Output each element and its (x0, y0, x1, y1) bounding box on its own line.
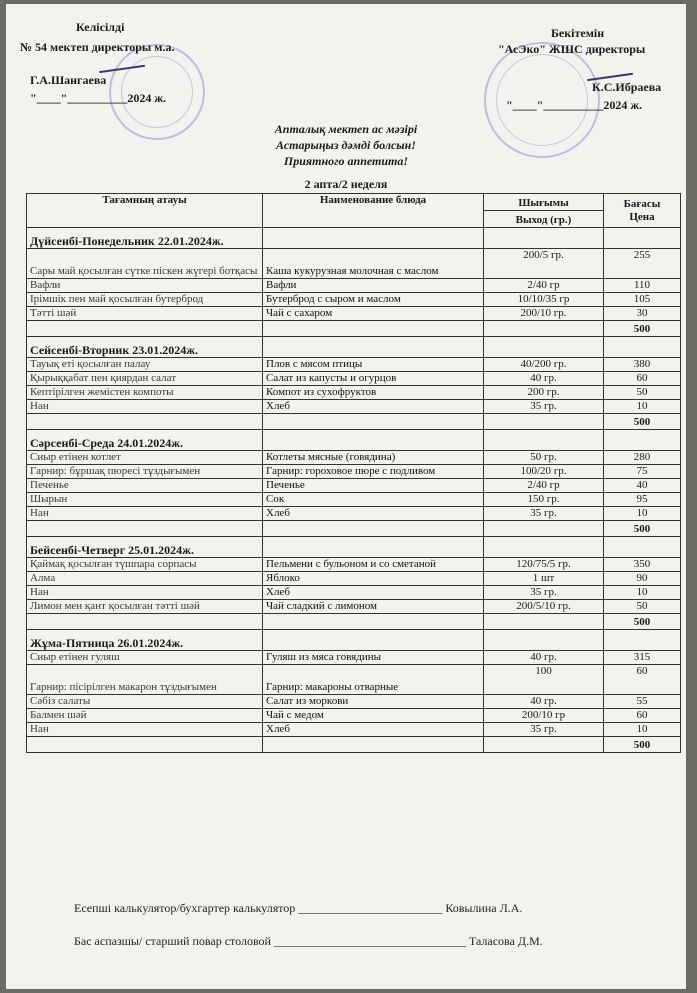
empty-cell (604, 430, 681, 451)
approval-left-name: Г.А.Шангаева (30, 73, 107, 87)
dish-name-kz: Алма (27, 572, 263, 586)
dish-output: 2/40 гр (484, 279, 604, 293)
dish-output: 150 гр. (484, 493, 604, 507)
dish-name-ru: Котлеты мясные (говядина) (263, 451, 484, 465)
empty-cell (27, 521, 263, 537)
menu-item-row (27, 651, 681, 665)
dish-price: 380 (604, 358, 681, 372)
accountant-sign-blank: ________________________ (298, 901, 443, 915)
empty-cell (484, 537, 604, 558)
dish-output: 35 гр. (484, 723, 604, 737)
menu-item-row (27, 451, 681, 465)
day-title: Жұма-Пятница 26.01.2024ж. (27, 630, 263, 651)
dish-name-ru: Гарнир: макароны отварные (263, 665, 484, 695)
day-total-row (27, 737, 681, 753)
cook-name: Таласова Д.М. (468, 934, 543, 948)
dish-price: 10 (604, 586, 681, 600)
column-header-price-ru: Цена (629, 210, 655, 223)
approval-right-name: К.С.Ибраева (592, 80, 662, 94)
day-total-row (27, 614, 681, 630)
empty-cell (27, 614, 263, 630)
menu-item-row (27, 249, 681, 279)
dish-price: 55 (604, 695, 681, 709)
menu-item-row (27, 507, 681, 521)
menu-item-row (27, 386, 681, 400)
dish-name-ru: Хлеб (263, 507, 484, 521)
dish-name-kz: Нан (27, 507, 263, 521)
dish-output: 35 гр. (484, 586, 604, 600)
dish-output: 200 гр. (484, 386, 604, 400)
dish-output: 40/200 гр. (484, 358, 604, 372)
day-total-row (27, 321, 681, 337)
dish-name-ru: Хлеб (263, 723, 484, 737)
dish-name-ru: Хлеб (263, 586, 484, 600)
day-title: Бейсенбі-Четверг 25.01.2024ж. (27, 537, 263, 558)
dish-name-ru: Яблоко (263, 572, 484, 586)
dish-name-kz: Сары май қосылған сүтке піскен жүгері ботқасы (27, 249, 263, 279)
dish-price: 350 (604, 558, 681, 572)
dish-price: 30 (604, 307, 681, 321)
empty-cell (484, 228, 604, 249)
dish-output: 120/75/5 гр. (484, 558, 604, 572)
accountant-label: Есепші калькулятор/бухгартер калькулятор (74, 901, 296, 915)
dish-output: 35 гр. (484, 400, 604, 414)
dish-name-kz: Қаймақ қосылған түшпара сорпасы (27, 558, 263, 572)
dish-price: 40 (604, 479, 681, 493)
dish-name-ru: Чай сладкий с лимоном (263, 600, 484, 614)
dish-price: 75 (604, 465, 681, 479)
dish-output: 200/5/10 гр. (484, 600, 604, 614)
menu-item-row (27, 307, 681, 321)
dish-price: 60 (604, 665, 681, 695)
menu-item-row (27, 723, 681, 737)
menu-item-row (27, 293, 681, 307)
dish-name-kz: Сиыр етінен котлет (27, 451, 263, 465)
menu-item-row (27, 600, 681, 614)
approval-left-label: Келісілді (76, 20, 125, 34)
dish-name-kz: Тәтті шәй (27, 307, 263, 321)
empty-cell (484, 737, 604, 753)
dish-output: 200/10 гр (484, 709, 604, 723)
column-header-name-kz: Тағамның атауы (27, 194, 263, 228)
empty-cell (263, 430, 484, 451)
dish-output: 50 гр. (484, 451, 604, 465)
dish-output: 40 гр. (484, 651, 604, 665)
dish-output: 35 гр. (484, 507, 604, 521)
menu-item-row (27, 400, 681, 414)
day-total: 500 (604, 414, 681, 430)
dish-name-ru: Бутерброд с сыром и маслом (263, 293, 484, 307)
dish-output: 200/5 гр. (484, 249, 604, 279)
dish-price: 280 (604, 451, 681, 465)
dish-name-kz: Лимон мен қант қосылған тәтті шәй (27, 600, 263, 614)
dish-name-kz: Нан (27, 586, 263, 600)
approval-left-position: № 54 мектеп директоры м.а. (20, 40, 175, 54)
dish-name-kz: Гарнир: бұршақ пюресі тұздығымен (27, 465, 263, 479)
dish-price: 95 (604, 493, 681, 507)
empty-cell (263, 614, 484, 630)
dish-price: 10 (604, 507, 681, 521)
day-header-row (27, 430, 681, 451)
approval-right-position: "АсЭко" ЖШС директоры (498, 42, 646, 56)
day-title: Сәрсенбі-Среда 24.01.2024ж. (27, 430, 263, 451)
dish-name-kz: Нан (27, 400, 263, 414)
empty-cell (484, 414, 604, 430)
empty-cell (27, 737, 263, 753)
dish-output: 1 шт (484, 572, 604, 586)
dish-name-kz: Вафли (27, 279, 263, 293)
column-header-price-kz: Бағасы (623, 197, 661, 210)
empty-cell (484, 321, 604, 337)
menu-table (26, 193, 681, 753)
day-total: 500 (604, 521, 681, 537)
dish-name-ru: Сок (263, 493, 484, 507)
dish-name-kz: Печенье (27, 479, 263, 493)
menu-item-row (27, 279, 681, 293)
dish-output: 200/10 гр. (484, 307, 604, 321)
menu-item-row (27, 358, 681, 372)
dish-name-ru: Чай с медом (263, 709, 484, 723)
empty-cell (263, 321, 484, 337)
empty-cell (263, 737, 484, 753)
empty-cell (263, 228, 484, 249)
day-title: Дүйсенбі-Понедельник 22.01.2024ж. (27, 228, 263, 249)
empty-cell (263, 630, 484, 651)
menu-item-row (27, 372, 681, 386)
empty-cell (484, 430, 604, 451)
dish-name-kz: Сәбіз салаты (27, 695, 263, 709)
menu-title-line-1: Апталық мектеп ас мәзірі (274, 122, 418, 136)
menu-sheet (6, 4, 686, 989)
empty-cell (263, 337, 484, 358)
dish-output: 10/10/35 гр (484, 293, 604, 307)
menu-item-row (27, 479, 681, 493)
dish-price: 255 (604, 249, 681, 279)
column-header-output-ru: Выход (гр.) (484, 211, 604, 228)
day-title: Сейсенбі-Вторник 23.01.2024ж. (27, 337, 263, 358)
empty-cell (484, 614, 604, 630)
dish-name-kz: Балмен шәй (27, 709, 263, 723)
dish-price: 60 (604, 709, 681, 723)
dish-price: 60 (604, 372, 681, 386)
empty-cell (263, 537, 484, 558)
day-total-row (27, 414, 681, 430)
dish-output: 100/20 гр. (484, 465, 604, 479)
day-header-row (27, 537, 681, 558)
dish-name-ru: Печенье (263, 479, 484, 493)
dish-name-ru: Хлеб (263, 400, 484, 414)
signature-right-icon (585, 57, 633, 81)
menu-item-row (27, 465, 681, 479)
day-total: 500 (604, 614, 681, 630)
empty-cell (484, 521, 604, 537)
menu-item-row (27, 493, 681, 507)
dish-price: 105 (604, 293, 681, 307)
empty-cell (27, 321, 263, 337)
approval-right-date: "____"__________2024 ж. (506, 98, 643, 112)
dish-price: 50 (604, 600, 681, 614)
day-total: 500 (604, 321, 681, 337)
dish-name-ru: Салат из моркови (263, 695, 484, 709)
menu-item-row (27, 558, 681, 572)
day-header-row (27, 630, 681, 651)
dish-name-ru: Плов с мясом птицы (263, 358, 484, 372)
dish-name-ru: Компот из сухофруктов (263, 386, 484, 400)
accountant-signature-line (74, 901, 522, 916)
dish-output: 40 гр. (484, 372, 604, 386)
dish-price: 10 (604, 400, 681, 414)
dish-name-ru: Чай с сахаром (263, 307, 484, 321)
menu-item-row (27, 665, 681, 695)
menu-item-row (27, 572, 681, 586)
empty-cell (604, 337, 681, 358)
dish-name-ru: Салат из капусты и огурцов (263, 372, 484, 386)
column-header-name-ru: Наименование блюда (263, 194, 484, 228)
approval-right-label: Бекітемін (551, 26, 605, 40)
cook-label: Бас аспазшы/ старший повар столовой (74, 934, 271, 948)
dish-output: 100 (484, 665, 604, 695)
approval-left-date: "____"__________2024 ж. (30, 91, 167, 105)
empty-cell (484, 630, 604, 651)
column-header-output-kz: Шығымы (484, 194, 604, 211)
dish-price: 50 (604, 386, 681, 400)
menu-item-row (27, 709, 681, 723)
accountant-name: Ковылина Л.А. (445, 901, 523, 915)
menu-item-row (27, 695, 681, 709)
week-label: 2 апта/2 неделя (304, 177, 388, 191)
dish-price: 90 (604, 572, 681, 586)
day-total: 500 (604, 737, 681, 753)
dish-name-kz: Кептірілген жемістен компоты (27, 386, 263, 400)
cook-signature-line (74, 934, 543, 949)
cook-sign-blank: ________________________________ (273, 934, 466, 948)
dish-price: 315 (604, 651, 681, 665)
menu-item-row (27, 586, 681, 600)
empty-cell (263, 414, 484, 430)
menu-title-line-3: Приятного аппетита! (283, 154, 409, 168)
dish-output: 2/40 гр (484, 479, 604, 493)
dish-name-kz: Қырыққабат пен қиярдан салат (27, 372, 263, 386)
day-header-row (27, 228, 681, 249)
dish-name-kz: Сиыр етінен гуляш (27, 651, 263, 665)
dish-name-ru: Вафли (263, 279, 484, 293)
empty-cell (604, 228, 681, 249)
empty-cell (263, 521, 484, 537)
menu-title-line-2: Астарыңыз дәмді болсын! (276, 138, 416, 152)
menu-table-body (27, 228, 681, 753)
dish-price: 10 (604, 723, 681, 737)
dish-name-kz: Шырын (27, 493, 263, 507)
dish-name-ru: Пельмени с бульоном и со сметаной (263, 558, 484, 572)
dish-output: 40 гр. (484, 695, 604, 709)
dish-name-kz: Ірімшік пен май қосылған бутерброд (27, 293, 263, 307)
dish-name-kz: Гарнир: пісірілген макарон тұздығымен (27, 665, 263, 695)
day-total-row (27, 521, 681, 537)
empty-cell (604, 537, 681, 558)
empty-cell (604, 630, 681, 651)
day-header-row (27, 337, 681, 358)
empty-cell (484, 337, 604, 358)
dish-name-ru: Гарнир: гороховое пюре с подливом (263, 465, 484, 479)
column-header-price (604, 194, 681, 228)
dish-price: 110 (604, 279, 681, 293)
dish-name-ru: Гуляш из мяса говядины (263, 651, 484, 665)
dish-name-ru: Каша кукурузная молочная с маслом (263, 249, 484, 279)
dish-name-kz: Тауық еті қосылған палау (27, 358, 263, 372)
dish-name-kz: Нан (27, 723, 263, 737)
empty-cell (27, 414, 263, 430)
